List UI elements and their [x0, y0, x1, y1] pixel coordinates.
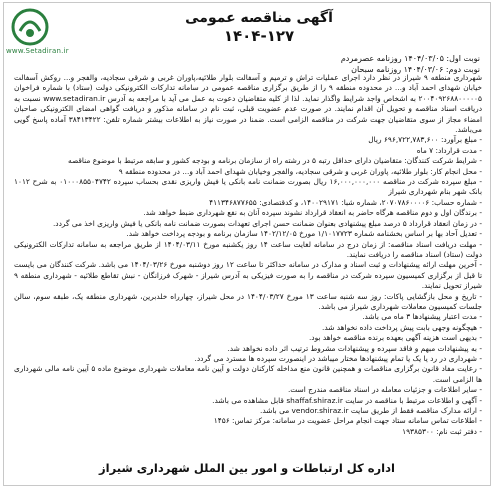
- list-item: - دفتر ثبت نام: ۱۹۳۸۵۳۰۰: [402, 426, 482, 436]
- list-item: - در زمان انعقاد قرارداد ۵ درصد مبلغ پیشنهادی بعنوان ضمانت حسن اجرای تعهدات بصورت ضمانت نامه بانکی یا فیش واریزی اخذ می گردد.: [52, 218, 482, 228]
- list-item: - مهلت دریافت اسناد مناقصه: از زمان درج در سامانه لغایت ساعت ۱۴ روز یکشنبه مورخ ۱۴۰۴/۰۳/۱۱ از طریق مراجعه به سامانه تدارکات الکترونیکی دولت (ستاد) اسناد مناقصه را دریافت نمایند.: [14, 239, 482, 259]
- intro-paragraph: شهرداری منطقه ۹ شیراز در نظر دارد اجرای عملیات تراش و ترمیم و آسفالت بلوار طلائیه،پاوران غربی و شرقی سجادیه، والفجر و... روکش آسفالت خیابان شهدای احمد آباد و... در محدوده منطقه ۹ را از طریق برگزاری مناقصه عمومی در سامانه تدارکات الکترونیکی دولت (ستاد) با شماره فراخوان ۲۰۰۴۰۹۲۶۸۸۰۰۰۰۰۵ به اشخاص واجد شرایط واگذار نماید. لذا از کلیه متقاضیان دعوت به عمل می آید با مراجعه به آدرس www.setadiran.ir نسبت به دریافت اسناد مناقصه و تحویل آن اقدام نمایند. در صورت عدم عضویت قبلی، ثبت نام در سامانه مذکور و دریافت گواهی امضای الکترونیکی صاحبان امضاء مجاز از سوی متقاضیان جهت شرکت در مناقصه الزامی است. ضمنا در صورت نیاز به اطلاعات بیشتر شماره تلفن: ۳۸۴۱۳۴۲۲ آماده پاسخ گویی می‌باشد.: [14, 73, 483, 135]
- tender-notice: [3, 2, 491, 486]
- list-item: - هیچگونه وجهی بابت پیش پرداخت داده نخواهد شد.: [321, 322, 482, 332]
- list-item: - تعدیل آحاد بها بر اساس بخشنامه شماره ۱/۱۰۱۷۷۲۳ مورخ ۱۴۰۲/۱۲/۰۵ سازمان برنامه و بودجه پرداخت خواهد شد.: [126, 229, 482, 239]
- notice-body: [14, 73, 482, 437]
- list-item: - آخرین مهلت ارائه پیشنهادات و ثبت اسناد و مدارک در سامانه حداکثر تا ساعت ۱۲ روز دوشنبه مورخ ۱۴۰۴/۰۳/۲۶ می باشد. شرکت کنندگان می بایست تا قبل از برگزاری کمیسیون سپرده شرکت در مناقصه را به صورت فیزیکی به آدرس شیراز - شهرک فرزانگان - نبش تقاطع طلائیه - شهرداری منطقه ۹ شیراز تحویل نمایند.: [14, 260, 482, 291]
- issuer-footer: اداره کل ارتباطات و امور بین الملل شهرداری شیراز: [99, 461, 395, 475]
- list-item: - برندگان اول و دوم مناقصه هرگاه حاضر به انعقاد قرارداد نشوند سپرده آنان به نفع شهرداری ضبط خواهد شد.: [143, 208, 482, 218]
- list-item: - محل انجام کار: بلوار طلائیه، پاوران غربی و شرقی سجادیه، والفجر وخیابان شهدای احمد آباد و... در محدوده منطقه ۹: [118, 166, 482, 176]
- notice-title: آگهی مناقصه عمومی: [185, 10, 333, 26]
- publication-dates: [270, 53, 480, 75]
- list-item: - شماره حساب: ۲۰۷۰۷۸۶۰۰۰۰۶، شماره شبا: ۱۴۰۰۲۹۱۷۱، و کدقتصادی: ۴۱۱۳۴۶۸۷۷۶۵۵: [209, 197, 482, 207]
- list-item: - مبلغ سپرده شرکت در مناقصه ۱۶,۰۰۰,۰۰۰,۰۰۰ ریال بصورت ضمانت نامه بانکی یا فیش واریزی نقدی بحساب سپرده ۰۱۰۰۰۸۵۵۰۴۷۴۲ به شرح ۱۰۱۲ بانک شهر بنام شهرداری شیراز: [14, 177, 482, 197]
- list-item: - به پیشنهادات مبهم و فاقد سپرده و پیشنهادات مشروط ترتیب اثر داده نخواهد شد.: [227, 343, 482, 353]
- list-item: - سایر اطلاعات و جزئیات معامله در اسناد مناقصه مندرج است.: [287, 385, 482, 395]
- list-item: - بدیهی است هزینه آگهی بعهده برنده مناقصه خواهد بود.: [308, 333, 482, 343]
- list-item: - شهرداری در رد یا یک یا تمام پیشنهادها مختار میباشد در اینصورت سپرده ها مسترد می گردد.: [194, 353, 482, 363]
- list-item: - اطلاعات تماس سامانه ستاد جهت انجام مراحل عضویت در سامانه: مرکز تماس: ۱۴۵۶: [213, 416, 482, 426]
- list-item: - شرایط شرکت کنندگان: متقاضیان دارای حداقل رتبه ۵ در رشته راه از سازمان برنامه و بودجه کشور و سابقه مرتبط با موضوع مناقصه: [68, 156, 482, 166]
- list-item: - مبلغ برآورد: ۶۹۶,۷۲۲,۷۸۳,۶۰۰ ریال: [368, 135, 482, 145]
- list-item: - آگهی و اطلاعات مرتبط با مناقصه در سایت shaffaf.shiraz.ir قابل مشاهده می باشد.: [212, 395, 482, 405]
- publication-first: نوبت اول: ۱۴۰۴/۰۳/۰۵ روزنامه عصرمردم: [340, 54, 480, 63]
- publication-second: نوبت دوم: ۱۴۰۴/۰۳/۰۶ روزنامه سبحان: [351, 65, 480, 74]
- list-item: - رعایت مفاد قانون برگزاری مناقصات و همچنین قانون منع مداخله کارکنان دولت و آیین نامه معاملات شهرداری موضوع ماده ۵ آیین نامه مالی شهرداری ها الزامی است.: [14, 364, 483, 384]
- notice-number: ۱۴۰۴-۱۲۷: [223, 27, 295, 45]
- list-item: - تاریخ و محل بازگشایی پاکات: روز سه شنبه ساعت ۱۳ مورخ ۱۴۰۴/۰۳/۲۷ در محل شیراز، چهارراه خلدبرین، شهرداری منطقه یک، طبقه سوم، سالن جلسات کمیسیون معاملات شهرداری شیراز می باشد.: [14, 291, 482, 311]
- list-item: - مدت اعتبار پیشنهادها ۳ ماه می باشد.: [362, 312, 482, 322]
- shiraz-municipality-logo-icon: [10, 7, 50, 47]
- list-item: - مدت قرارداد: ۷ ماه: [416, 145, 482, 155]
- logo-website-text: www.Setadiran.ir: [6, 47, 69, 55]
- list-item: - ارائه مدارک مناقصه فقط از طریق سایت vendor.shiraz.ir می باشد.: [259, 406, 482, 415]
